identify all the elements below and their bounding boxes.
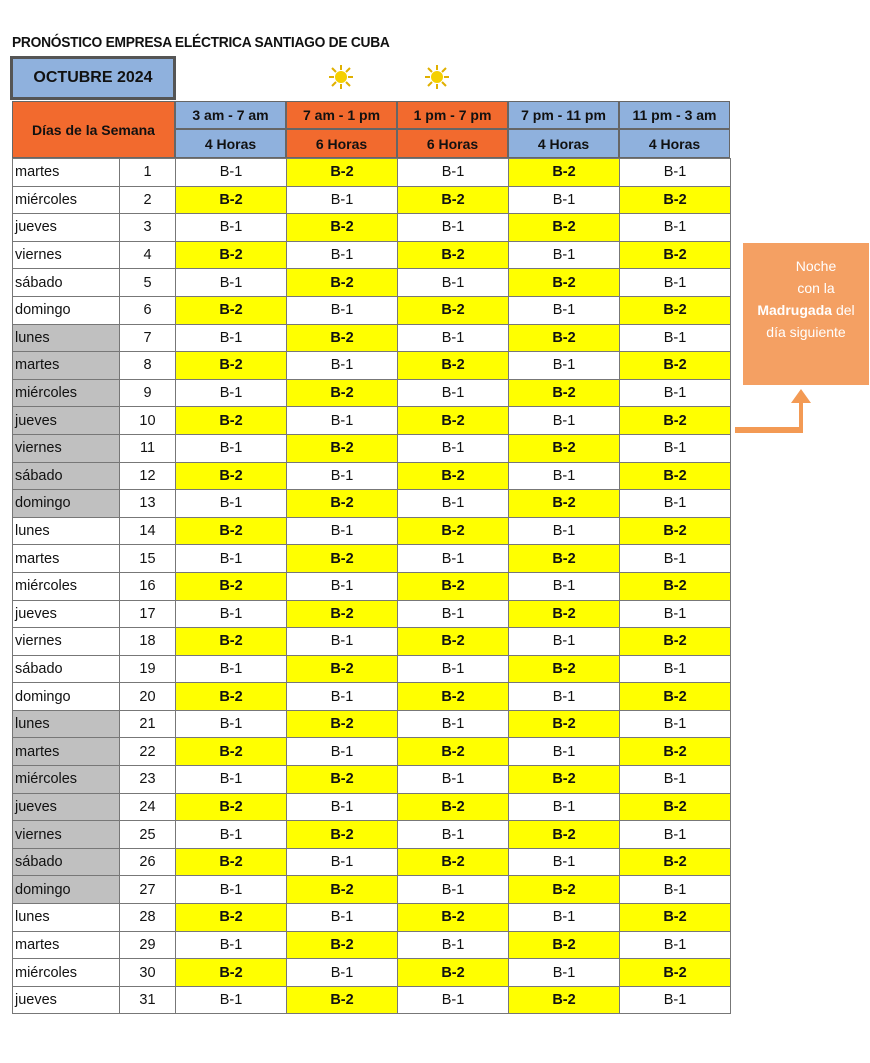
- day-name-cell: sábado: [13, 848, 120, 876]
- block-cell: B-1: [620, 379, 731, 407]
- block-cell: B-2: [176, 738, 287, 766]
- block-cell: B-1: [509, 352, 620, 380]
- block-cell: B-2: [287, 379, 398, 407]
- block-cell: B-1: [620, 324, 731, 352]
- block-cell: B-2: [509, 766, 620, 794]
- block-cell: B-2: [509, 269, 620, 297]
- block-cell: B-1: [176, 214, 287, 242]
- day-name-cell: jueves: [13, 986, 120, 1014]
- table-row: [13, 683, 731, 711]
- schedule-table: [12, 158, 731, 1014]
- block-cell: B-1: [287, 517, 398, 545]
- shift-time-header: 7 am - 1 pm: [286, 101, 397, 129]
- day-name-cell: martes: [13, 352, 120, 380]
- shift-time-header: 11 pm - 3 am: [619, 101, 730, 129]
- block-cell: B-2: [620, 572, 731, 600]
- day-name-cell: miércoles: [13, 766, 120, 794]
- day-number-cell: 28: [120, 904, 176, 932]
- block-cell: B-1: [176, 600, 287, 628]
- block-cell: B-2: [287, 214, 398, 242]
- block-cell: B-2: [176, 683, 287, 711]
- block-cell: B-2: [287, 434, 398, 462]
- table-row: [13, 848, 731, 876]
- shift-hours-header: 4 Horas: [619, 129, 730, 158]
- day-name-cell: viernes: [13, 434, 120, 462]
- block-cell: B-2: [509, 545, 620, 573]
- arrow-up-icon: [735, 385, 815, 445]
- block-cell: B-2: [398, 186, 509, 214]
- table-row: [13, 186, 731, 214]
- block-cell: B-2: [509, 324, 620, 352]
- block-cell: B-2: [287, 986, 398, 1014]
- moon-icon: [660, 60, 688, 94]
- block-cell: B-2: [620, 517, 731, 545]
- day-number-cell: 13: [120, 490, 176, 518]
- block-cell: B-2: [287, 600, 398, 628]
- day-number-cell: 29: [120, 931, 176, 959]
- block-cell: B-2: [509, 379, 620, 407]
- block-cell: B-1: [176, 986, 287, 1014]
- moon-icon: [452, 60, 480, 94]
- block-cell: B-1: [398, 931, 509, 959]
- table-row: [13, 545, 731, 573]
- block-cell: B-2: [398, 904, 509, 932]
- note-line: [743, 299, 869, 321]
- note-line: Noche: [795, 258, 837, 274]
- block-cell: B-2: [509, 159, 620, 187]
- day-number-cell: 25: [120, 821, 176, 849]
- block-cell: B-1: [287, 793, 398, 821]
- block-cell: B-2: [176, 241, 287, 269]
- day-number-cell: 18: [120, 628, 176, 656]
- moon-icon: [216, 60, 244, 94]
- block-cell: B-2: [398, 683, 509, 711]
- day-number-cell: 19: [120, 655, 176, 683]
- day-number-cell: 17: [120, 600, 176, 628]
- day-name-cell: domingo: [13, 490, 120, 518]
- shift-time-header: 1 pm - 7 pm: [397, 101, 508, 129]
- block-cell: B-2: [287, 821, 398, 849]
- block-cell: B-2: [398, 352, 509, 380]
- table-row: [13, 710, 731, 738]
- block-cell: B-1: [509, 462, 620, 490]
- day-name-cell: miércoles: [13, 959, 120, 987]
- shift-time-header: 3 am - 7 am: [175, 101, 286, 129]
- note-text: del: [835, 302, 855, 318]
- block-cell: B-1: [398, 490, 509, 518]
- block-cell: B-2: [509, 710, 620, 738]
- day-number-cell: 1: [120, 159, 176, 187]
- moon-icon: [751, 251, 779, 285]
- block-cell: B-1: [620, 159, 731, 187]
- block-cell: B-1: [509, 683, 620, 711]
- block-cell: B-1: [398, 159, 509, 187]
- block-cell: B-1: [398, 655, 509, 683]
- day-name-cell: jueves: [13, 600, 120, 628]
- block-cell: B-2: [287, 324, 398, 352]
- shift-icon-1: [175, 58, 285, 96]
- day-name-cell: viernes: [13, 628, 120, 656]
- block-cell: B-1: [398, 545, 509, 573]
- block-cell: B-2: [620, 793, 731, 821]
- block-cell: B-1: [398, 600, 509, 628]
- shift-icon-3: [397, 58, 507, 96]
- day-number-cell: 7: [120, 324, 176, 352]
- block-cell: B-1: [287, 848, 398, 876]
- block-cell: B-2: [509, 655, 620, 683]
- block-cell: B-1: [176, 821, 287, 849]
- block-cell: B-2: [176, 462, 287, 490]
- block-cell: B-1: [287, 572, 398, 600]
- block-cell: B-2: [176, 572, 287, 600]
- block-cell: B-1: [620, 986, 731, 1014]
- table-row: [13, 269, 731, 297]
- block-cell: B-1: [620, 876, 731, 904]
- block-cell: B-1: [398, 324, 509, 352]
- block-cell: B-2: [176, 517, 287, 545]
- table-row: [13, 159, 731, 187]
- table-row: [13, 738, 731, 766]
- block-cell: B-1: [176, 159, 287, 187]
- table-row: [13, 407, 731, 435]
- day-number-cell: 12: [120, 462, 176, 490]
- block-cell: B-1: [620, 931, 731, 959]
- block-cell: B-2: [620, 738, 731, 766]
- block-cell: B-1: [620, 434, 731, 462]
- shift-icon-4: [508, 58, 618, 96]
- block-cell: B-1: [509, 738, 620, 766]
- shift-time-header: 7 pm - 11 pm: [508, 101, 619, 129]
- block-cell: B-2: [620, 296, 731, 324]
- block-cell: B-2: [398, 241, 509, 269]
- block-cell: B-2: [287, 710, 398, 738]
- block-cell: B-2: [176, 959, 287, 987]
- block-cell: B-2: [620, 959, 731, 987]
- block-cell: B-2: [620, 241, 731, 269]
- block-cell: B-1: [620, 600, 731, 628]
- block-cell: B-1: [176, 710, 287, 738]
- table-row: [13, 986, 731, 1014]
- day-name-cell: jueves: [13, 407, 120, 435]
- table-row: [13, 904, 731, 932]
- month-label: OCTUBRE 2024: [10, 56, 176, 100]
- note-line: con la: [797, 280, 835, 296]
- day-number-cell: 31: [120, 986, 176, 1014]
- block-cell: B-1: [509, 572, 620, 600]
- block-cell: B-2: [398, 793, 509, 821]
- day-name-cell: miércoles: [13, 186, 120, 214]
- day-number-cell: 27: [120, 876, 176, 904]
- table-row: [13, 296, 731, 324]
- block-cell: B-1: [287, 296, 398, 324]
- sun-icon: [424, 64, 450, 90]
- day-number-cell: 14: [120, 517, 176, 545]
- block-cell: B-2: [287, 766, 398, 794]
- block-cell: B-1: [287, 683, 398, 711]
- day-name-cell: lunes: [13, 324, 120, 352]
- table-row: [13, 628, 731, 656]
- block-cell: B-2: [176, 904, 287, 932]
- block-cell: B-1: [398, 986, 509, 1014]
- day-number-cell: 23: [120, 766, 176, 794]
- table-row: [13, 655, 731, 683]
- note-bold-text: Madrugada: [757, 302, 833, 318]
- day-number-cell: 22: [120, 738, 176, 766]
- block-cell: B-2: [398, 462, 509, 490]
- day-number-cell: 10: [120, 407, 176, 435]
- block-cell: B-2: [509, 434, 620, 462]
- block-cell: B-1: [620, 214, 731, 242]
- block-cell: B-2: [176, 407, 287, 435]
- table-row: [13, 572, 731, 600]
- table-row: [13, 876, 731, 904]
- block-cell: B-2: [620, 904, 731, 932]
- table-row: [13, 959, 731, 987]
- block-cell: B-1: [287, 352, 398, 380]
- block-cell: B-2: [176, 352, 287, 380]
- block-cell: B-1: [176, 324, 287, 352]
- shift-icon-5: [619, 58, 729, 96]
- block-cell: B-1: [509, 628, 620, 656]
- block-cell: B-1: [287, 462, 398, 490]
- block-cell: B-1: [287, 738, 398, 766]
- day-number-cell: 15: [120, 545, 176, 573]
- block-cell: B-2: [398, 407, 509, 435]
- day-name-cell: sábado: [13, 462, 120, 490]
- block-cell: B-1: [287, 904, 398, 932]
- block-cell: B-1: [176, 545, 287, 573]
- block-cell: B-1: [176, 931, 287, 959]
- block-cell: B-1: [620, 821, 731, 849]
- block-cell: B-1: [287, 241, 398, 269]
- block-cell: B-2: [620, 628, 731, 656]
- table-row: [13, 379, 731, 407]
- day-number-cell: 26: [120, 848, 176, 876]
- table-row: [13, 214, 731, 242]
- block-cell: B-2: [287, 490, 398, 518]
- block-cell: B-1: [620, 766, 731, 794]
- block-cell: B-2: [509, 876, 620, 904]
- block-cell: B-2: [398, 959, 509, 987]
- day-name-cell: domingo: [13, 876, 120, 904]
- day-name-cell: domingo: [13, 296, 120, 324]
- table-row: [13, 352, 731, 380]
- day-name-cell: martes: [13, 545, 120, 573]
- day-name-cell: sábado: [13, 269, 120, 297]
- day-name-cell: lunes: [13, 904, 120, 932]
- note-line: día siguiente: [766, 324, 846, 340]
- day-number-cell: 3: [120, 214, 176, 242]
- block-cell: B-1: [398, 821, 509, 849]
- block-cell: B-2: [287, 545, 398, 573]
- moon-icon: [549, 60, 577, 94]
- block-cell: B-2: [509, 821, 620, 849]
- block-cell: B-1: [509, 296, 620, 324]
- block-cell: B-1: [176, 766, 287, 794]
- day-name-cell: lunes: [13, 710, 120, 738]
- day-number-cell: 16: [120, 572, 176, 600]
- block-cell: B-2: [620, 352, 731, 380]
- days-of-week-header: Días de la Semana: [12, 101, 175, 158]
- block-cell: B-1: [287, 628, 398, 656]
- block-cell: B-2: [398, 738, 509, 766]
- day-number-cell: 2: [120, 186, 176, 214]
- block-cell: B-2: [620, 186, 731, 214]
- block-cell: B-2: [287, 159, 398, 187]
- sun-icon: [328, 64, 354, 90]
- block-cell: B-1: [398, 710, 509, 738]
- table-row: [13, 324, 731, 352]
- day-name-cell: lunes: [13, 517, 120, 545]
- table-row: [13, 931, 731, 959]
- block-cell: B-1: [509, 904, 620, 932]
- block-cell: B-1: [398, 379, 509, 407]
- block-cell: B-2: [509, 600, 620, 628]
- block-cell: B-2: [620, 683, 731, 711]
- block-cell: B-1: [620, 655, 731, 683]
- day-number-cell: 9: [120, 379, 176, 407]
- block-cell: B-2: [287, 269, 398, 297]
- block-cell: B-1: [176, 269, 287, 297]
- block-cell: B-2: [620, 407, 731, 435]
- block-cell: B-2: [398, 848, 509, 876]
- shift-hours-header: 6 Horas: [286, 129, 397, 158]
- block-cell: B-2: [398, 572, 509, 600]
- block-cell: B-1: [509, 186, 620, 214]
- day-name-cell: miércoles: [13, 379, 120, 407]
- block-cell: B-2: [176, 793, 287, 821]
- table-row: [13, 241, 731, 269]
- table-row: [13, 766, 731, 794]
- block-cell: B-1: [509, 407, 620, 435]
- shift-hours-header: 4 Horas: [508, 129, 619, 158]
- day-number-cell: 21: [120, 710, 176, 738]
- day-name-cell: jueves: [13, 793, 120, 821]
- day-name-cell: miércoles: [13, 572, 120, 600]
- day-name-cell: viernes: [13, 821, 120, 849]
- block-cell: B-2: [287, 876, 398, 904]
- shift-icon-2: [286, 58, 396, 96]
- table-row: [13, 600, 731, 628]
- day-number-cell: 24: [120, 793, 176, 821]
- block-cell: B-1: [287, 186, 398, 214]
- day-number-cell: 5: [120, 269, 176, 297]
- block-cell: B-1: [398, 876, 509, 904]
- table-row: [13, 821, 731, 849]
- block-cell: B-2: [176, 628, 287, 656]
- block-cell: B-2: [509, 214, 620, 242]
- day-number-cell: 4: [120, 241, 176, 269]
- shift-hours-header: 4 Horas: [175, 129, 286, 158]
- shift-hours-header: 6 Horas: [397, 129, 508, 158]
- block-cell: B-1: [620, 710, 731, 738]
- table-row: [13, 434, 731, 462]
- block-cell: B-1: [176, 876, 287, 904]
- day-name-cell: martes: [13, 931, 120, 959]
- block-cell: B-1: [620, 269, 731, 297]
- block-cell: B-1: [398, 269, 509, 297]
- page-title: PRONÓSTICO EMPRESA ELÉCTRICA SANTIAGO DE CUBA: [12, 34, 390, 51]
- block-cell: B-1: [398, 214, 509, 242]
- block-cell: B-2: [509, 490, 620, 518]
- block-cell: B-2: [509, 986, 620, 1014]
- day-name-cell: viernes: [13, 241, 120, 269]
- block-cell: B-2: [620, 462, 731, 490]
- block-cell: B-1: [509, 241, 620, 269]
- block-cell: B-1: [287, 959, 398, 987]
- day-name-cell: sábado: [13, 655, 120, 683]
- table-row: [13, 462, 731, 490]
- block-cell: B-1: [620, 490, 731, 518]
- day-number-cell: 20: [120, 683, 176, 711]
- day-number-cell: 6: [120, 296, 176, 324]
- block-cell: B-2: [509, 931, 620, 959]
- day-name-cell: jueves: [13, 214, 120, 242]
- block-cell: B-1: [176, 490, 287, 518]
- block-cell: B-2: [398, 628, 509, 656]
- block-cell: B-1: [509, 517, 620, 545]
- day-name-cell: martes: [13, 159, 120, 187]
- block-cell: B-1: [176, 434, 287, 462]
- night-note-box: [743, 243, 869, 385]
- day-number-cell: 30: [120, 959, 176, 987]
- block-cell: B-1: [509, 848, 620, 876]
- table-row: [13, 793, 731, 821]
- block-cell: B-1: [398, 766, 509, 794]
- day-name-cell: martes: [13, 738, 120, 766]
- block-cell: B-1: [509, 959, 620, 987]
- table-row: [13, 517, 731, 545]
- day-name-cell: domingo: [13, 683, 120, 711]
- block-cell: B-2: [287, 931, 398, 959]
- block-cell: B-1: [620, 545, 731, 573]
- block-cell: B-2: [398, 517, 509, 545]
- block-cell: B-2: [176, 848, 287, 876]
- block-cell: B-2: [176, 296, 287, 324]
- block-cell: B-2: [398, 296, 509, 324]
- block-cell: B-1: [398, 434, 509, 462]
- day-number-cell: 11: [120, 434, 176, 462]
- block-cell: B-1: [287, 407, 398, 435]
- block-cell: B-1: [176, 379, 287, 407]
- block-cell: B-1: [176, 655, 287, 683]
- block-cell: B-1: [509, 793, 620, 821]
- block-cell: B-2: [620, 848, 731, 876]
- day-number-cell: 8: [120, 352, 176, 380]
- block-cell: B-2: [287, 655, 398, 683]
- table-row: [13, 490, 731, 518]
- block-cell: B-2: [176, 186, 287, 214]
